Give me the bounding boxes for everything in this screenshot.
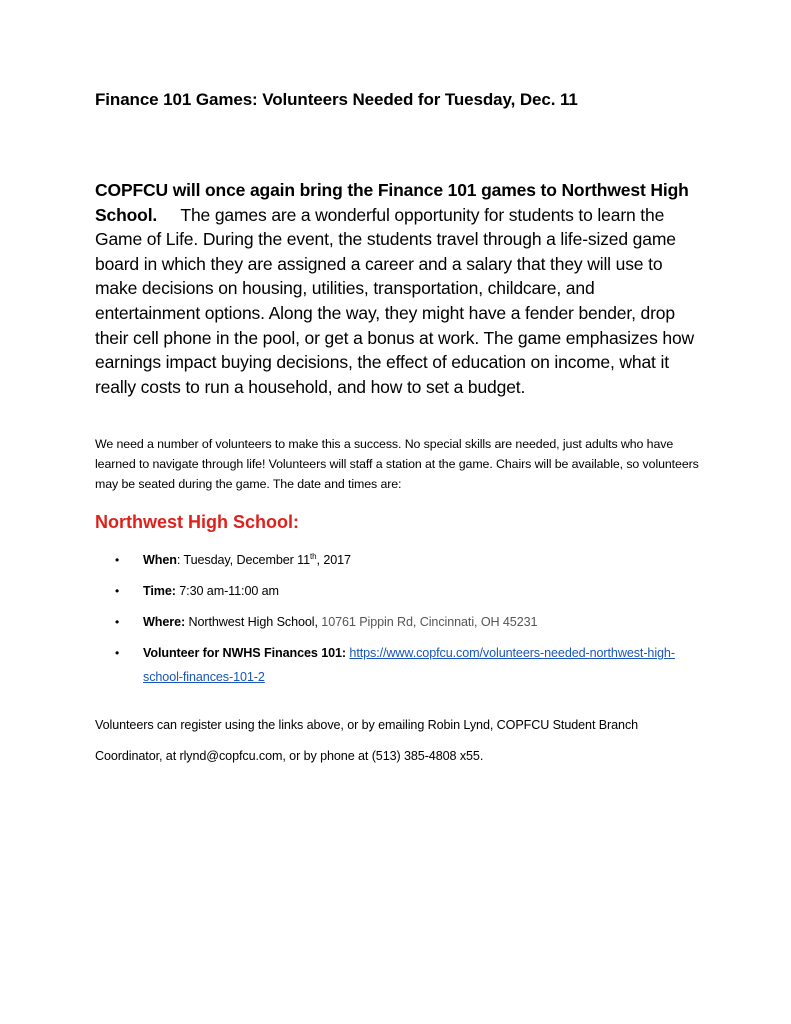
volunteer-link-part1: https://www.copfcu.com/volunteers-needed- <box>349 646 590 660</box>
volunteers-paragraph: We need a number of volunteers to make this a success. No special skills are needed, just adults who have learned to navigate through life! Volunteers will staff a station at the game. Chairs will be available, so volunteers may be seated during the game. The date and times are: <box>95 437 699 491</box>
list-item-when <box>115 548 685 572</box>
page-title: Finance 101 Games: Volunteers Needed for Tuesday, Dec. 11 <box>95 90 578 109</box>
bullet-icon: • <box>115 646 120 660</box>
when-value: : Tuesday, December 11 <box>176 553 311 567</box>
bullet-icon: • <box>115 615 120 629</box>
bullet-icon: • <box>115 584 120 598</box>
closing-paragraph: Volunteers can register using the links above, or by emailing Robin Lynd, COPFCU Student Branch Coordinator, at rlynd@copfcu.com, or by phone at (513) 385-4808 x55. <box>95 718 639 763</box>
event-details-list <box>115 548 685 696</box>
bullet-icon: • <box>115 553 120 567</box>
where-value: Northwest High School, <box>185 615 322 629</box>
list-item-volunteer <box>115 641 685 689</box>
list-item-time <box>115 579 685 603</box>
volunteer-link-part2: northwest-high-school-finances-101-2 <box>143 646 675 684</box>
when-year: , 2017 <box>316 553 351 567</box>
time-label: Time: <box>143 584 176 598</box>
when-day-suffix: th <box>310 551 317 561</box>
where-address: 10761 Pippin Rd, Cincinnati, OH 45231 <box>321 615 538 629</box>
time-value: 7:30 am-11:00 am <box>175 584 279 598</box>
intro-paragraph <box>95 178 695 399</box>
location-heading: Northwest High School: <box>95 512 299 532</box>
intro-lead: COPFCU will once again bring the Finance 101 games to Northwest High School. <box>95 180 689 225</box>
where-label: Where: <box>143 615 186 629</box>
volunteer-label: Volunteer for NWHS Finances 101: <box>143 646 347 660</box>
intro-body: The games are a wonderful opportunity for students to learn the Game of Life. During the event, the students travel through a life-sized game board in which they are assigned a career and a salary that they will use to make decisions on housing, utilities, transportation, childcare, and entertainment options. Along the way, they might have a fender bender, drop their cell phone in the pool, or get a bonus at work. The game emphasizes how earnings impact buying decisions, the effect of education on income, what it really costs to run a household, and how to set a budget. <box>95 204 695 397</box>
list-item-where <box>115 610 685 634</box>
when-label: When <box>143 553 177 567</box>
intro-spacer <box>162 205 176 225</box>
